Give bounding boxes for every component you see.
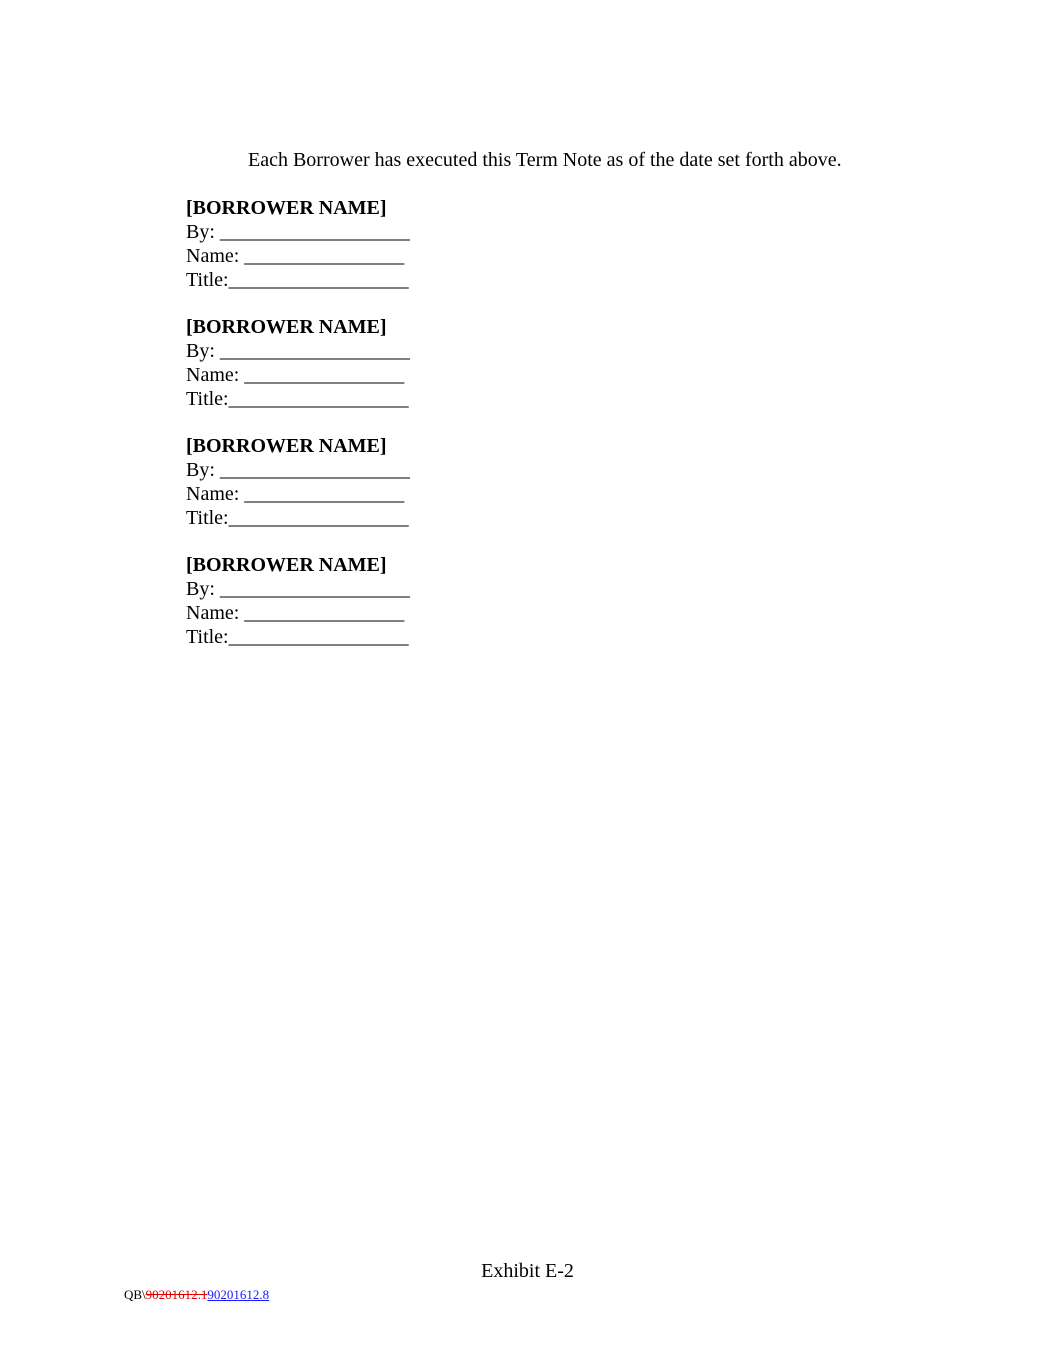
doc-id-prefix: QB\	[124, 1287, 146, 1302]
name-line: Name: ________________	[186, 245, 405, 267]
by-line: By: ___________________	[186, 459, 410, 481]
by-line: By: ___________________	[186, 221, 410, 243]
signature-block-2	[186, 315, 446, 411]
intro-paragraph: Each Borrower has executed this Term Note as of the date set forth above.	[248, 149, 842, 171]
name-line: Name: ________________	[186, 602, 405, 624]
title-line: Title:__________________	[186, 269, 409, 291]
borrower-name: [BORROWER NAME]	[186, 316, 387, 338]
by-line: By: ___________________	[186, 578, 410, 600]
name-line: Name: ________________	[186, 364, 405, 386]
borrower-name: [BORROWER NAME]	[186, 197, 387, 219]
doc-id-deleted: 90201612.1	[145, 1287, 208, 1302]
exhibit-label: Exhibit E-2	[481, 1260, 574, 1282]
title-line: Title:__________________	[186, 626, 409, 648]
signature-block-4	[186, 553, 446, 649]
title-line: Title:__________________	[186, 507, 409, 529]
title-line: Title:__________________	[186, 388, 409, 410]
signature-block-1	[186, 196, 446, 292]
borrower-name: [BORROWER NAME]	[186, 554, 387, 576]
borrower-name: [BORROWER NAME]	[186, 435, 387, 457]
name-line: Name: ________________	[186, 483, 405, 505]
signature-block-3	[186, 434, 446, 530]
document-id	[124, 1287, 269, 1303]
by-line: By: ___________________	[186, 340, 410, 362]
doc-id-inserted: 90201612.8	[207, 1287, 270, 1302]
